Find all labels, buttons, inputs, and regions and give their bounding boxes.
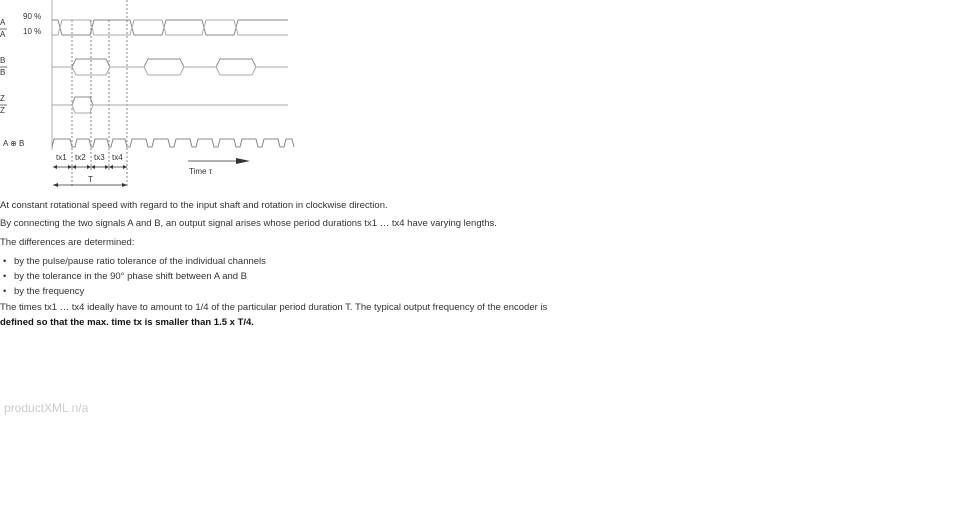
product-xml-placeholder: productXML n/a xyxy=(4,401,89,415)
paragraph-rotation: At constant rotational speed with regard to the input shaft and rotation in clockwise direction. xyxy=(0,200,388,211)
interval-label-tx4: tx4 xyxy=(112,153,123,162)
channel-b-inverted-label: B xyxy=(0,68,6,77)
interval-label-tx2: tx2 xyxy=(75,153,86,162)
signal-timing-diagram xyxy=(0,0,300,190)
channel-xor-label: A ⊕ B xyxy=(3,139,25,148)
time-axis-label: Time τ xyxy=(189,167,212,176)
signal-b xyxy=(52,59,288,67)
channel-a-label: A xyxy=(0,18,6,27)
signal-z xyxy=(52,97,288,105)
time-axis-arrow xyxy=(188,158,250,164)
paragraph-differences: The differences are determined: xyxy=(0,237,135,248)
paragraph-ideal-times: The times tx1 … tx4 ideally have to amount to 1/4 of the particular period duration T. The typical output frequency of the encoder is xyxy=(0,302,548,313)
interval-dimension-arrows xyxy=(53,165,127,169)
level-90-label: 90 % xyxy=(23,12,42,21)
interval-label-tx3: tx3 xyxy=(94,153,105,162)
list-item: • by the frequency xyxy=(0,284,266,299)
paragraph-max-time: defined so that the max. time tx is smaller than 1.5 x T/4. xyxy=(0,317,254,328)
differences-list xyxy=(0,254,266,299)
list-item: • by the pulse/pause ratio tolerance of the individual channels xyxy=(0,254,266,269)
signal-z-inverted xyxy=(52,105,288,113)
period-label: T xyxy=(88,175,93,184)
signal-b-inverted xyxy=(52,67,288,75)
channel-b-label: B xyxy=(0,56,6,65)
paragraph-output-signal: By connecting the two signals A and B, an output signal arises whose period durations tx1 … tx4 have varying lengths. xyxy=(0,218,497,229)
channel-a-inverted-label: A xyxy=(0,30,6,39)
signal-a xyxy=(52,20,288,35)
list-item: • by the tolerance in the 90° phase shift between A and B xyxy=(0,269,266,284)
channel-z-inverted-label: Z xyxy=(0,106,5,115)
signal-a-inverted xyxy=(52,20,288,35)
level-10-label: 10 % xyxy=(23,27,42,36)
interval-label-tx1: tx1 xyxy=(56,153,67,162)
signal-a-xor-b xyxy=(52,139,294,147)
channel-z-label: Z xyxy=(0,94,5,103)
